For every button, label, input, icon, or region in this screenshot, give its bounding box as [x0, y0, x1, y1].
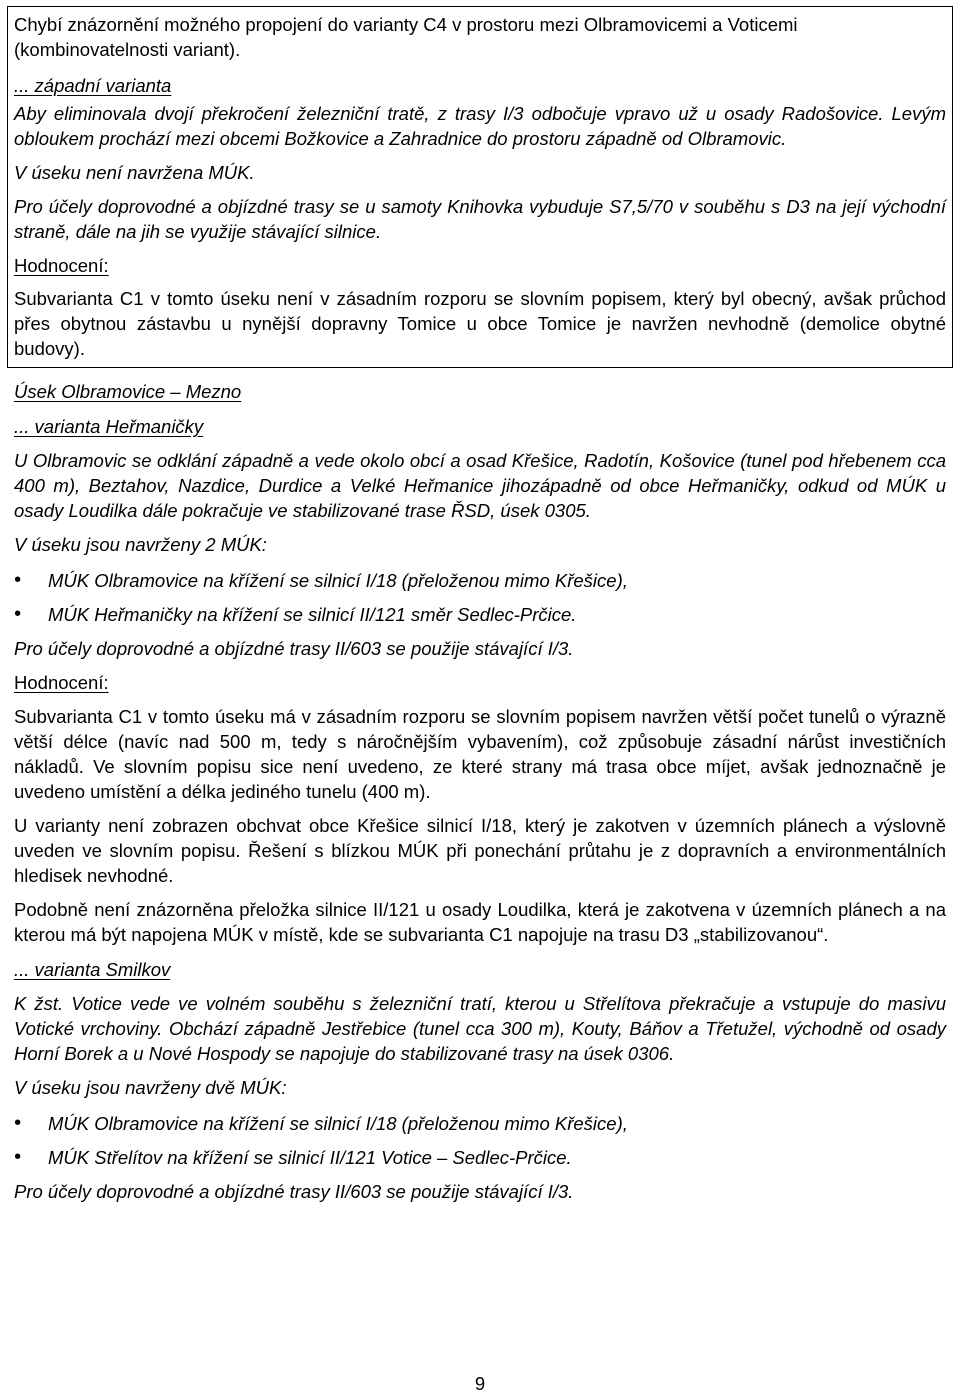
variant-description: U Olbramovic se odklání západně a vede okolo obcí a osad Křešice, Radotín, Košovice (tunel pod hřebenem cca 400 m), Beztahov, Nazdice, Durdice a Velké Heřmanice jihozápadně od obce Heřmaničky, odkud od MÚK u osady Loudilka dále pokračuje ve stabilizované trase ŘSD, úsek 0305. [14, 450, 946, 521]
evaluation-text: Subvarianta C1 v tomto úseku není v zásadním rozporu se slovním popisem, který byl obecný, avšak průchod přes obytnou zástavbu u nynější dopravny Tomice u obce Tomice je navržen nevhodně (demolice obytné budovy). [14, 288, 946, 359]
variant-heading-west: ... západní varianta [14, 75, 172, 96]
list-item: • MÚK Olbramovice na křížení se silnicí I/18 (přeloženou mimo Křešice), [14, 568, 946, 593]
detour-paragraph: Pro účely doprovodné a objízdné trasy se u samoty Knihovka vybuduje S7,5/70 v souběhu s D3 na její východní straně, dále na jih se využije stávající silnice. [14, 196, 946, 242]
intro-paragraph: Chybí znázornění možného propojení do varianty C4 v prostoru mezi Olbramovicemi a Voticemi (kombinovatelnosti variant). [14, 14, 798, 60]
variant-description: K žst. Votice vede ve volném souběhu s železniční tratí, kterou u Střelítova překračuje a vstupuje do masivu Votické vrchoviny. Obchází západně Jestřebice (tunel cca 300 m), Kouty, Báňov a Třetužel, východně od osady Horní Borek a u Nové Hospody se napojuje do stabilizované trasy na úsek 0306. [14, 993, 946, 1064]
evaluation-paragraph: Subvarianta C1 v tomto úseku má v zásadním rozporu se slovním popisem navržen větší počet tunelů o výrazně větší délce (navíc nad 500 m, tedy s náročnějším vybavením), což způsobuje zásadní nárůst investičních nákladů. Ve slovním popisu sice není uvedeno, ze které strany má trasa obce míjet, avšak jednoznačně je uvedeno umístění a délka jediného tunelu (400 m). [14, 706, 946, 802]
evaluation-label: Hodnocení: [14, 255, 109, 276]
list-item: • MÚK Olbramovice na křížení se silnicí I/18 (přeloženou mimo Křešice), [14, 1111, 946, 1136]
section-box [7, 6, 953, 368]
muk-list [14, 1111, 946, 1170]
muk-intro: V úseku jsou navrženy 2 MÚK: [14, 534, 267, 555]
detour-paragraph: Pro účely doprovodné a objízdné trasy II/603 se použije stávající I/3. [14, 1181, 574, 1202]
list-item: • MÚK Střelítov na křížení se silnicí II/121 Votice – Sedlec-Prčice. [14, 1145, 946, 1170]
evaluation-paragraph: Podobně není znázorněna přeložka silnice II/121 u osady Loudilka, která je zakotvena v územních plánech a na kterou má být napojena MÚK v místě, kde se subvarianta C1 napojuje na trasu D3 „stabilizovanou“. [14, 899, 946, 945]
document-page [14, 0, 946, 1204]
evaluation-paragraph: U varianty není zobrazen obchvat obce Křešice silnicí I/18, který je zakotven v územních plánech a výslovně uveden ve slovním popisu. Řešení s blízkou MÚK při ponechání průtahu je z dopravních a environmentálních hledisek nevhodné. [14, 815, 946, 886]
muk-list [14, 568, 946, 627]
section-heading: Úsek Olbramovice – Mezno [14, 381, 242, 402]
detour-paragraph: Pro účely doprovodné a objízdné trasy II/603 se použije stávající I/3. [14, 638, 574, 659]
page-number: 9 [474, 1373, 486, 1394]
variant-heading-smilkov: ... varianta Smilkov [14, 959, 171, 980]
variant-heading-hermanicky: ... varianta Heřmaničky [14, 416, 204, 437]
list-item: • MÚK Heřmaničky na křížení se silnicí II/121 směr Sedlec-Prčice. [14, 602, 946, 627]
muk-note: V úseku není navržena MÚK. [14, 162, 255, 183]
evaluation-label: Hodnocení: [14, 672, 109, 693]
variant-description: Aby eliminovala dvojí překročení železniční tratě, z trasy I/3 odbočuje vpravo už u osady Radošovice. Levým obloukem prochází mezi obcemi Božkovice a Zahradnice do prostoru západně od Olbramovic. [14, 103, 946, 149]
muk-intro: V úseku jsou navrženy dvě MÚK: [14, 1077, 287, 1098]
